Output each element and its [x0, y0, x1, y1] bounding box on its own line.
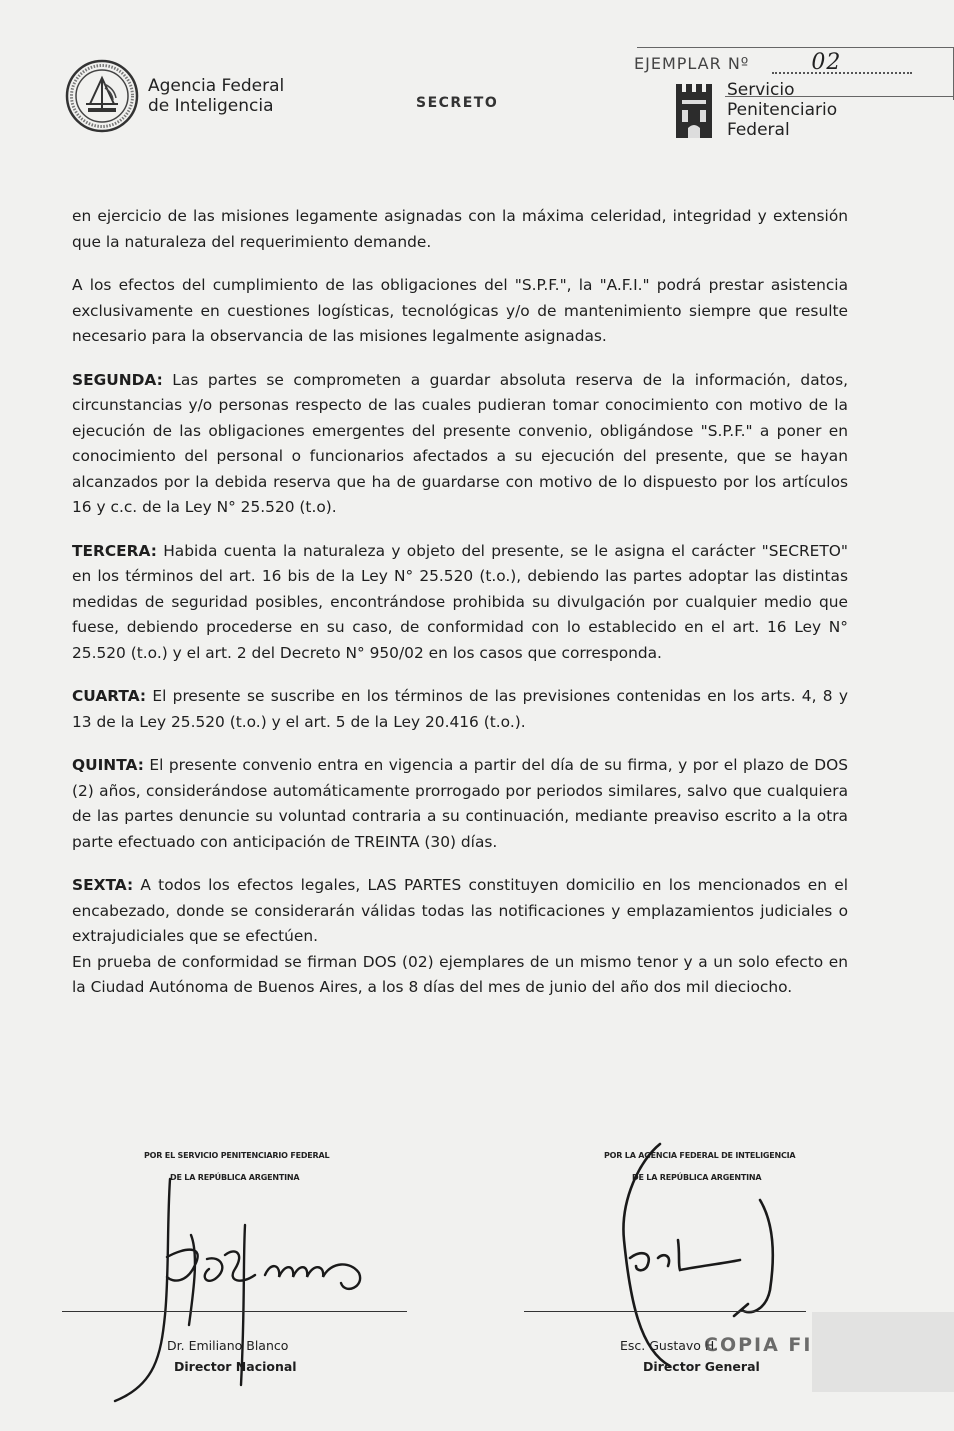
clause-tercera-text: Habida cuenta la naturaleza y objeto del presente, se le asigna el carácter "SECRETO" en los términos del art. 16 bis de la Ley N° 25.520 (t.o.), debiendo las partes adoptar las distintas medidas de seguridad posibles, encontrándose prohibida su divulgación por cualquier medio que fuese, debiendo procederse en su caso, de conformidad con lo establecido en el art. 16 Ley N° 25.520 (t.o.) y el art. 2 del Decreto N° 950/02 en los casos que corresponda. — [72, 541, 848, 662]
spf-name — [727, 80, 837, 140]
clause-cuarta — [72, 684, 848, 735]
left-signature-line — [62, 1311, 407, 1312]
clause-quinta — [72, 753, 848, 855]
spf-name-line2: Penitenciario — [727, 100, 838, 120]
ejemplar-dotted-line — [772, 72, 912, 74]
clause-tercera-label: TERCERA: — [72, 541, 157, 560]
right-signature-caption-1: POR LA AGENCIA FEDERAL DE INTELIGENCIA — [604, 1151, 796, 1160]
clause-cuarta-label: CUARTA: — [72, 687, 147, 705]
spf-name-line1: Servicio — [727, 80, 795, 100]
spf-name-line3: Federal — [727, 120, 790, 140]
stamp-shade — [812, 1312, 954, 1392]
agreement-body — [72, 204, 848, 1019]
closing-paragraph: En prueba de conformidad se firman DOS (02) ejemplares de un mismo tenor y a un solo efecto en la Ciudad Autónoma de Buenos Aires, a los 8 días del mes de junio del año dos mil dieciocho. — [72, 952, 848, 996]
clause-segunda — [72, 368, 848, 521]
left-signatory-name: Dr. Emiliano Blanco — [167, 1338, 289, 1353]
left-signatory-role: Director Nacional — [174, 1359, 297, 1374]
left-signature-caption-2: DE LA REPÚBLICA ARGENTINA — [170, 1173, 300, 1182]
clause-quinta-text: El presente convenio entra en vigencia a partir del día de su firma, y por el plazo de DOS (2) años, considerándose automáticamente prorrogado por periodos similares, salvo que cualquiera de las partes denuncie su voluntad contraria a su continuación, mediante preaviso escrito a la otra parte efectuado con anticipación de TREINTA (30) días. — [72, 756, 848, 851]
ejemplar-label: EJEMPLAR Nº — [634, 54, 750, 73]
spf-tower-logo — [672, 82, 716, 140]
left-signature-caption-1: POR EL SERVICIO PENITENCIARIO FEDERAL — [144, 1151, 330, 1160]
clause-segunda-text: Las partes se comprometen a guardar absoluta reserva de la información, datos, circunstancias y/o personas respecto de las cuales pudieran tomar conocimiento con motivo de la ejecución de las obligaciones emergentes del presente convenio, obligándose "S.P.F." a poner en conocimiento del personal o funcionarios afectados a su ejecución del presente, que se hayan alcanzados por la debida reserva que ha de guardarse con motivo de lo dispuesto por los artículos 16 y c.c. de la Ley N° 25.520 (t.o). — [72, 370, 848, 516]
clause-sexta-label: SEXTA: — [72, 876, 134, 894]
afi-name-line1: Agencia Federal — [148, 76, 285, 96]
clause-sexta-text: A todos los efectos legales, LAS PARTES constituyen domicilio en los mencionados en el encabezado, donde se considerarán válidas todas las notificaciones y emplazamientos judiciales o extrajudiciales que se efectúen. — [72, 876, 848, 945]
paragraph-assistance: A los efectos del cumplimiento de las obligaciones del "S.P.F.", la "A.F.I." podrá prestar asistencia exclusivamente en cuestiones logísticas, tecnológicas y/o de mantenimiento siempre que resulte necesario para la observancia de las misiones legalmente asignadas. — [72, 276, 848, 345]
right-signature-caption-2: DE LA REPÚBLICA ARGENTINA — [632, 1173, 762, 1182]
afi-name-line2: de Inteligencia — [148, 96, 274, 116]
clause-sexta — [72, 873, 848, 950]
classification-label: SECRETO — [416, 95, 499, 111]
clause-tercera — [72, 539, 848, 667]
paragraph-intro: en ejercicio de las misiones legamente asignadas con la máxima celeridad, integridad y extensión que la naturaleza del requerimiento demande. — [72, 207, 848, 251]
clause-cuarta-text: El presente se suscribe en los términos de las previsiones contenidas en los arts. 4, 8 y 13 de la Ley 25.520 (t.o.) y el art. 5 de la Ley 20.416 (t.o.). — [72, 687, 848, 731]
copy-stamp: COPIA FI — [704, 1334, 813, 1356]
ejemplar-number: 02 — [811, 50, 842, 75]
right-signature-line — [524, 1311, 806, 1312]
right-signatory-role: Director General — [643, 1359, 760, 1374]
clause-quinta-label: QUINTA: — [72, 756, 144, 774]
right-signatory-name: Esc. Gustavo H. — [620, 1338, 719, 1353]
afi-agency-name — [148, 76, 284, 116]
clause-segunda-label: SEGUNDA: — [72, 370, 163, 389]
afi-seal-logo — [64, 58, 140, 134]
